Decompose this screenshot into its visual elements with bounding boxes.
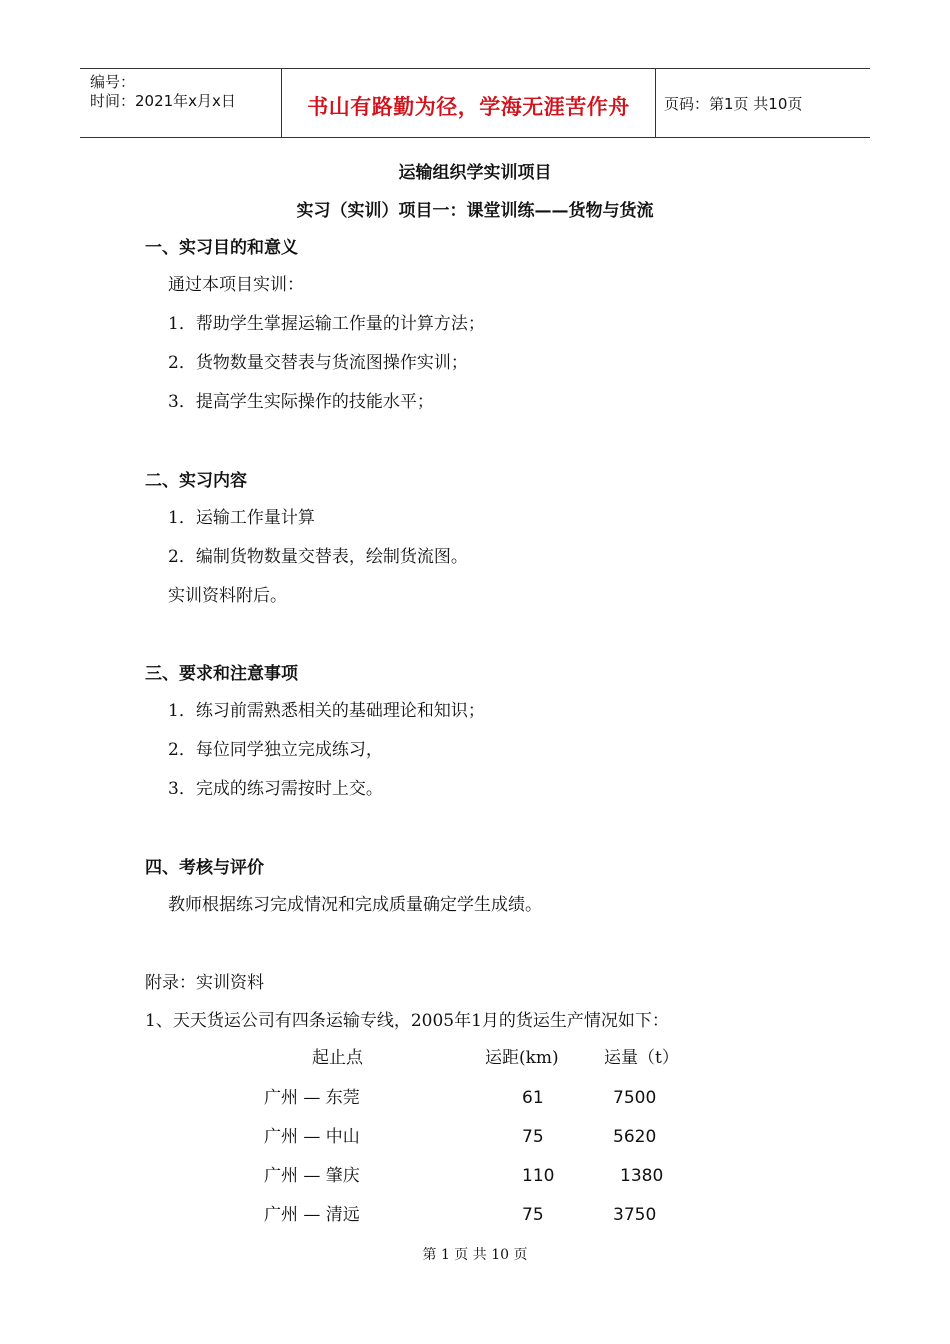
distance-cell: 75 [522,1205,544,1225]
table-header-distance: 运距(km) [485,1048,559,1068]
section-1-item: 3．提高学生实际操作的技能水平； [168,392,434,412]
volume-cell: 1380 [620,1166,664,1186]
distance-cell: 61 [522,1088,544,1108]
table-row [0,1203,950,1227]
distance-cell: 75 [522,1127,544,1147]
section-2-note: 实训资料附后。 [168,586,287,606]
section-1-item: 1．帮助学生掌握运输工作量的计算方法； [168,314,485,334]
table-header-volume: 运量（t） [604,1048,679,1068]
motto-text: 书山有路勤为径，学海无涯苦作舟 [307,95,630,119]
page-footer: 第 1 页 共 10 页 [422,1247,528,1263]
doc-subtitle: 实习（实训）项目一：课堂训练——货物与货流 [296,201,654,221]
section-2-item: 1．运输工作量计算 [168,508,315,528]
page-header [80,68,870,138]
appendix-label: 附录：实训资料 [145,973,264,993]
route-cell: 广州 — 清远 [264,1205,360,1225]
section-3-item: 1．练习前需熟悉相关的基础理论和知识； [168,701,485,721]
section-4-heading: 四、考核与评价 [145,858,264,878]
header-meta-cell [80,69,281,137]
volume-cell: 7500 [613,1088,657,1108]
section-1-item: 2．货物数量交替表与货流图操作实训； [168,353,468,373]
header-page-cell [656,69,870,137]
route-cell: 广州 — 肇庆 [264,1166,360,1186]
distance-cell: 110 [522,1166,555,1186]
header-motto-cell [281,69,656,137]
section-3-heading: 三、要求和注意事项 [145,664,298,684]
section-1-heading: 一、实习目的和意义 [145,238,298,258]
appendix-problem: 1、天天货运公司有四条运输专线，2005年1月的货运生产情况如下： [145,1011,669,1031]
section-4-text: 教师根据练习完成情况和完成质量确定学生成绩。 [168,895,542,915]
volume-cell: 3750 [613,1205,657,1225]
table-row [0,1164,950,1188]
section-2-item: 2．编制货物数量交替表，绘制货流图。 [168,547,468,567]
section-1-intro: 通过本项目实训： [168,275,304,295]
doc-title: 运输组织学实训项目 [398,163,552,183]
section-3-item: 2．每位同学独立完成练习， [168,740,383,760]
table-header-row [0,1046,950,1070]
route-cell: 广州 — 中山 [264,1127,360,1147]
section-3-item: 3．完成的练习需按时上交。 [168,779,383,799]
volume-cell: 5620 [613,1127,657,1147]
doc-number-label: 编号： [90,73,136,91]
route-cell: 广州 — 东莞 [264,1088,360,1108]
table-row [0,1125,950,1149]
doc-time-label: 时间：2021年x月x日 [90,92,236,110]
table-header-route: 起止点 [312,1048,363,1068]
table-row [0,1086,950,1110]
section-2-heading: 二、实习内容 [145,471,247,491]
header-page-info: 页码：第1页 共10页 [664,95,803,113]
